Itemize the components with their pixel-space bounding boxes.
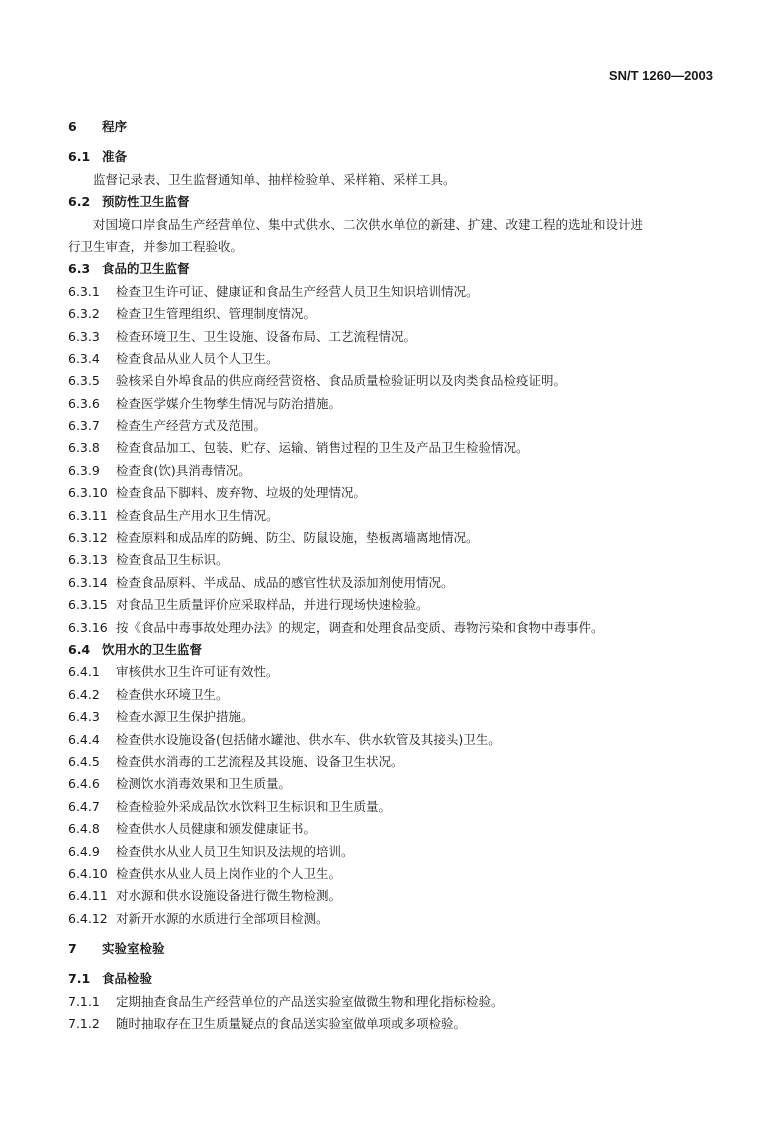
clause-item bbox=[68, 863, 723, 885]
clause-number: 6.3.10 bbox=[68, 485, 108, 501]
clause-list bbox=[68, 991, 723, 1036]
clause-text: 检查食(饮)具消毒情况。 bbox=[116, 462, 251, 478]
clause-number: 6.3.1 bbox=[68, 283, 100, 299]
clause-number: 7.1.2 bbox=[68, 1016, 100, 1032]
chapter-title: 程序 bbox=[102, 119, 128, 134]
clause-item bbox=[68, 549, 723, 571]
section-number: 6.4 bbox=[68, 642, 91, 657]
paragraph: 监督记录表、卫生监督通知单、抽样检验单、采样箱、采样工具。 bbox=[93, 171, 456, 187]
clause-item bbox=[68, 505, 723, 527]
section-title: 食品的卫生监督 bbox=[102, 261, 190, 277]
clause-text: 随时抽取存在卫生质量疑点的食品送实验室做单项或多项检验。 bbox=[116, 1016, 467, 1032]
clause-item bbox=[68, 482, 723, 504]
section-title: 食品检验 bbox=[102, 971, 153, 987]
paragraph-line: 行卫生审查，并参加工程验收。 bbox=[68, 238, 244, 254]
section-title: 准备 bbox=[102, 149, 128, 165]
clause-item bbox=[68, 841, 723, 863]
clause-text: 检查食品卫生标识。 bbox=[116, 552, 229, 568]
clause-text: 定期抽查食品生产经营单位的产品送实验室做微生物和理化指标检验。 bbox=[116, 993, 504, 1009]
clause-number: 6.4.8 bbox=[68, 821, 100, 837]
clause-text: 检查食品生产用水卫生情况。 bbox=[116, 507, 279, 523]
standard-number: SN/T 1260—2003 bbox=[608, 68, 713, 83]
clause-number: 6.3.4 bbox=[68, 350, 100, 366]
clause-text: 对水源和供水设施设备进行微生物检测。 bbox=[116, 888, 342, 904]
section-title: 预防性卫生监督 bbox=[102, 194, 190, 210]
section-number: 6.2 bbox=[68, 194, 91, 210]
clause-item bbox=[68, 348, 723, 370]
section-heading bbox=[68, 146, 723, 168]
section-heading bbox=[68, 258, 723, 280]
clause-text: 检查检验外采成品饮水饮料卫生标识和卫生质量。 bbox=[116, 798, 392, 814]
clause-text: 检查食品原料、半成品、成品的感官性状及添加剂使用情况。 bbox=[116, 574, 454, 590]
clause-number: 6.3.3 bbox=[68, 328, 100, 344]
clause-item bbox=[68, 684, 723, 706]
section-heading bbox=[68, 191, 723, 213]
clause-number: 6.4.2 bbox=[68, 686, 100, 702]
clause-text: 检查供水消毒的工艺流程及其设施、设备卫生状况。 bbox=[116, 753, 404, 769]
chapter-number: 6 bbox=[68, 119, 77, 134]
clause-item bbox=[68, 773, 723, 795]
clause-number: 6.3.9 bbox=[68, 462, 100, 478]
clause-number: 7.1.1 bbox=[68, 993, 100, 1009]
section-heading bbox=[68, 968, 723, 990]
section-number: 6.1 bbox=[68, 149, 91, 165]
clause-number: 6.4.4 bbox=[68, 731, 100, 747]
clause-number: 6.3.7 bbox=[68, 418, 100, 434]
clause-text: 检查供水设施设备(包括储水罐池、供水车、供水软管及其接头)卫生。 bbox=[116, 731, 501, 747]
clause-item bbox=[68, 326, 723, 348]
clause-text: 检查原料和成品库的防蝇、防尘、防鼠设施，垫板离墙离地情况。 bbox=[116, 530, 479, 546]
clause-item bbox=[68, 908, 723, 930]
clause-text: 检查供水从业人员上岗作业的个人卫生。 bbox=[116, 865, 342, 881]
section-number: 6.3 bbox=[68, 261, 91, 277]
clause-item bbox=[68, 527, 723, 549]
clause-number: 6.3.14 bbox=[68, 574, 108, 590]
clause-item bbox=[68, 729, 723, 751]
clause-number: 6.3.8 bbox=[68, 440, 100, 456]
clause-number: 6.4.1 bbox=[68, 664, 100, 680]
clause-number: 6.4.11 bbox=[68, 888, 108, 904]
chapter-number: 7 bbox=[68, 941, 77, 957]
clause-item bbox=[68, 393, 723, 415]
clause-text: 检查食品从业人员个人卫生。 bbox=[116, 350, 279, 366]
clause-item bbox=[68, 303, 723, 325]
clause-number: 6.3.15 bbox=[68, 597, 108, 613]
section-heading bbox=[68, 639, 723, 661]
clause-item bbox=[68, 281, 723, 303]
chapter-heading bbox=[68, 938, 723, 960]
clause-item bbox=[68, 796, 723, 818]
clause-number: 6.4.10 bbox=[68, 865, 108, 881]
clause-number: 6.3.16 bbox=[68, 619, 108, 635]
document-body bbox=[68, 116, 723, 1036]
clause-text: 检查医学媒介生物孳生情况与防治措施。 bbox=[116, 395, 342, 411]
chapter-heading bbox=[68, 116, 723, 138]
clause-item bbox=[68, 437, 723, 459]
clause-text: 检查水源卫生保护措施。 bbox=[116, 709, 254, 725]
section-title: 饮用水的卫生监督 bbox=[102, 642, 203, 657]
clause-item bbox=[68, 706, 723, 728]
clause-number: 6.3.13 bbox=[68, 552, 108, 568]
clause-text: 验核采自外埠食品的供应商经营资格、食品质量检验证明以及肉类食品检疫证明。 bbox=[116, 373, 567, 389]
clause-number: 6.3.11 bbox=[68, 507, 108, 523]
clause-number: 6.4.5 bbox=[68, 753, 100, 769]
clause-text: 检查食品下脚料、废弃物、垃圾的处理情况。 bbox=[116, 485, 367, 501]
clause-item bbox=[68, 460, 723, 482]
paragraph-line: 对国境口岸食品生产经营单位、集中式供水、二次供水单位的新建、扩建、改建工程的选址和设计进 bbox=[93, 216, 644, 232]
clause-text: 检查环境卫生、卫生设施、设备布局、工艺流程情况。 bbox=[116, 328, 417, 344]
clause-number: 6.3.2 bbox=[68, 306, 100, 322]
clause-item bbox=[68, 415, 723, 437]
clause-number: 6.4.7 bbox=[68, 798, 100, 814]
clause-number: 6.4.6 bbox=[68, 776, 100, 792]
section-number: 7.1 bbox=[68, 971, 91, 987]
clause-item bbox=[68, 818, 723, 840]
clause-text: 检查卫生许可证、健康证和食品生产经营人员卫生知识培训情况。 bbox=[116, 283, 479, 299]
clause-text: 对食品卫生质量评价应采取样品，并进行现场快速检验。 bbox=[116, 597, 429, 613]
clause-text: 检测饮水消毒效果和卫生质量。 bbox=[116, 776, 292, 792]
clause-item bbox=[68, 572, 723, 594]
clause-number: 6.4.3 bbox=[68, 709, 100, 725]
clause-text: 对新开水源的水质进行全部项目检测。 bbox=[116, 910, 329, 926]
clause-number: 6.3.5 bbox=[68, 373, 100, 389]
clause-text: 按《食品中毒事故处理办法》的规定，调查和处理食品变质、毒物污染和食物中毒事件。 bbox=[116, 619, 604, 635]
clause-list bbox=[68, 661, 723, 930]
clause-text: 检查卫生管理组织、管理制度情况。 bbox=[116, 306, 317, 322]
clause-text: 检查生产经营方式及范围。 bbox=[116, 418, 267, 434]
clause-text: 检查供水人员健康和颁发健康证书。 bbox=[116, 821, 317, 837]
clause-item bbox=[68, 991, 723, 1013]
clause-item bbox=[68, 885, 723, 907]
clause-list bbox=[68, 281, 723, 639]
chapter-title: 实验室检验 bbox=[102, 941, 165, 957]
clause-item bbox=[68, 617, 723, 639]
clause-text: 审核供水卫生许可证有效性。 bbox=[116, 664, 279, 680]
clause-number: 6.3.12 bbox=[68, 530, 108, 546]
clause-item bbox=[68, 1013, 723, 1035]
clause-number: 6.4.9 bbox=[68, 843, 100, 859]
clause-number: 6.3.6 bbox=[68, 395, 100, 411]
clause-number: 6.4.12 bbox=[68, 910, 108, 926]
clause-item bbox=[68, 661, 723, 683]
clause-item bbox=[68, 370, 723, 392]
clause-item bbox=[68, 594, 723, 616]
clause-text: 检查供水从业人员卫生知识及法规的培训。 bbox=[116, 843, 354, 859]
clause-text: 检查供水环境卫生。 bbox=[116, 686, 229, 702]
clause-item bbox=[68, 751, 723, 773]
clause-text: 检查食品加工、包装、贮存、运输、销售过程的卫生及产品卫生检验情况。 bbox=[116, 440, 529, 456]
